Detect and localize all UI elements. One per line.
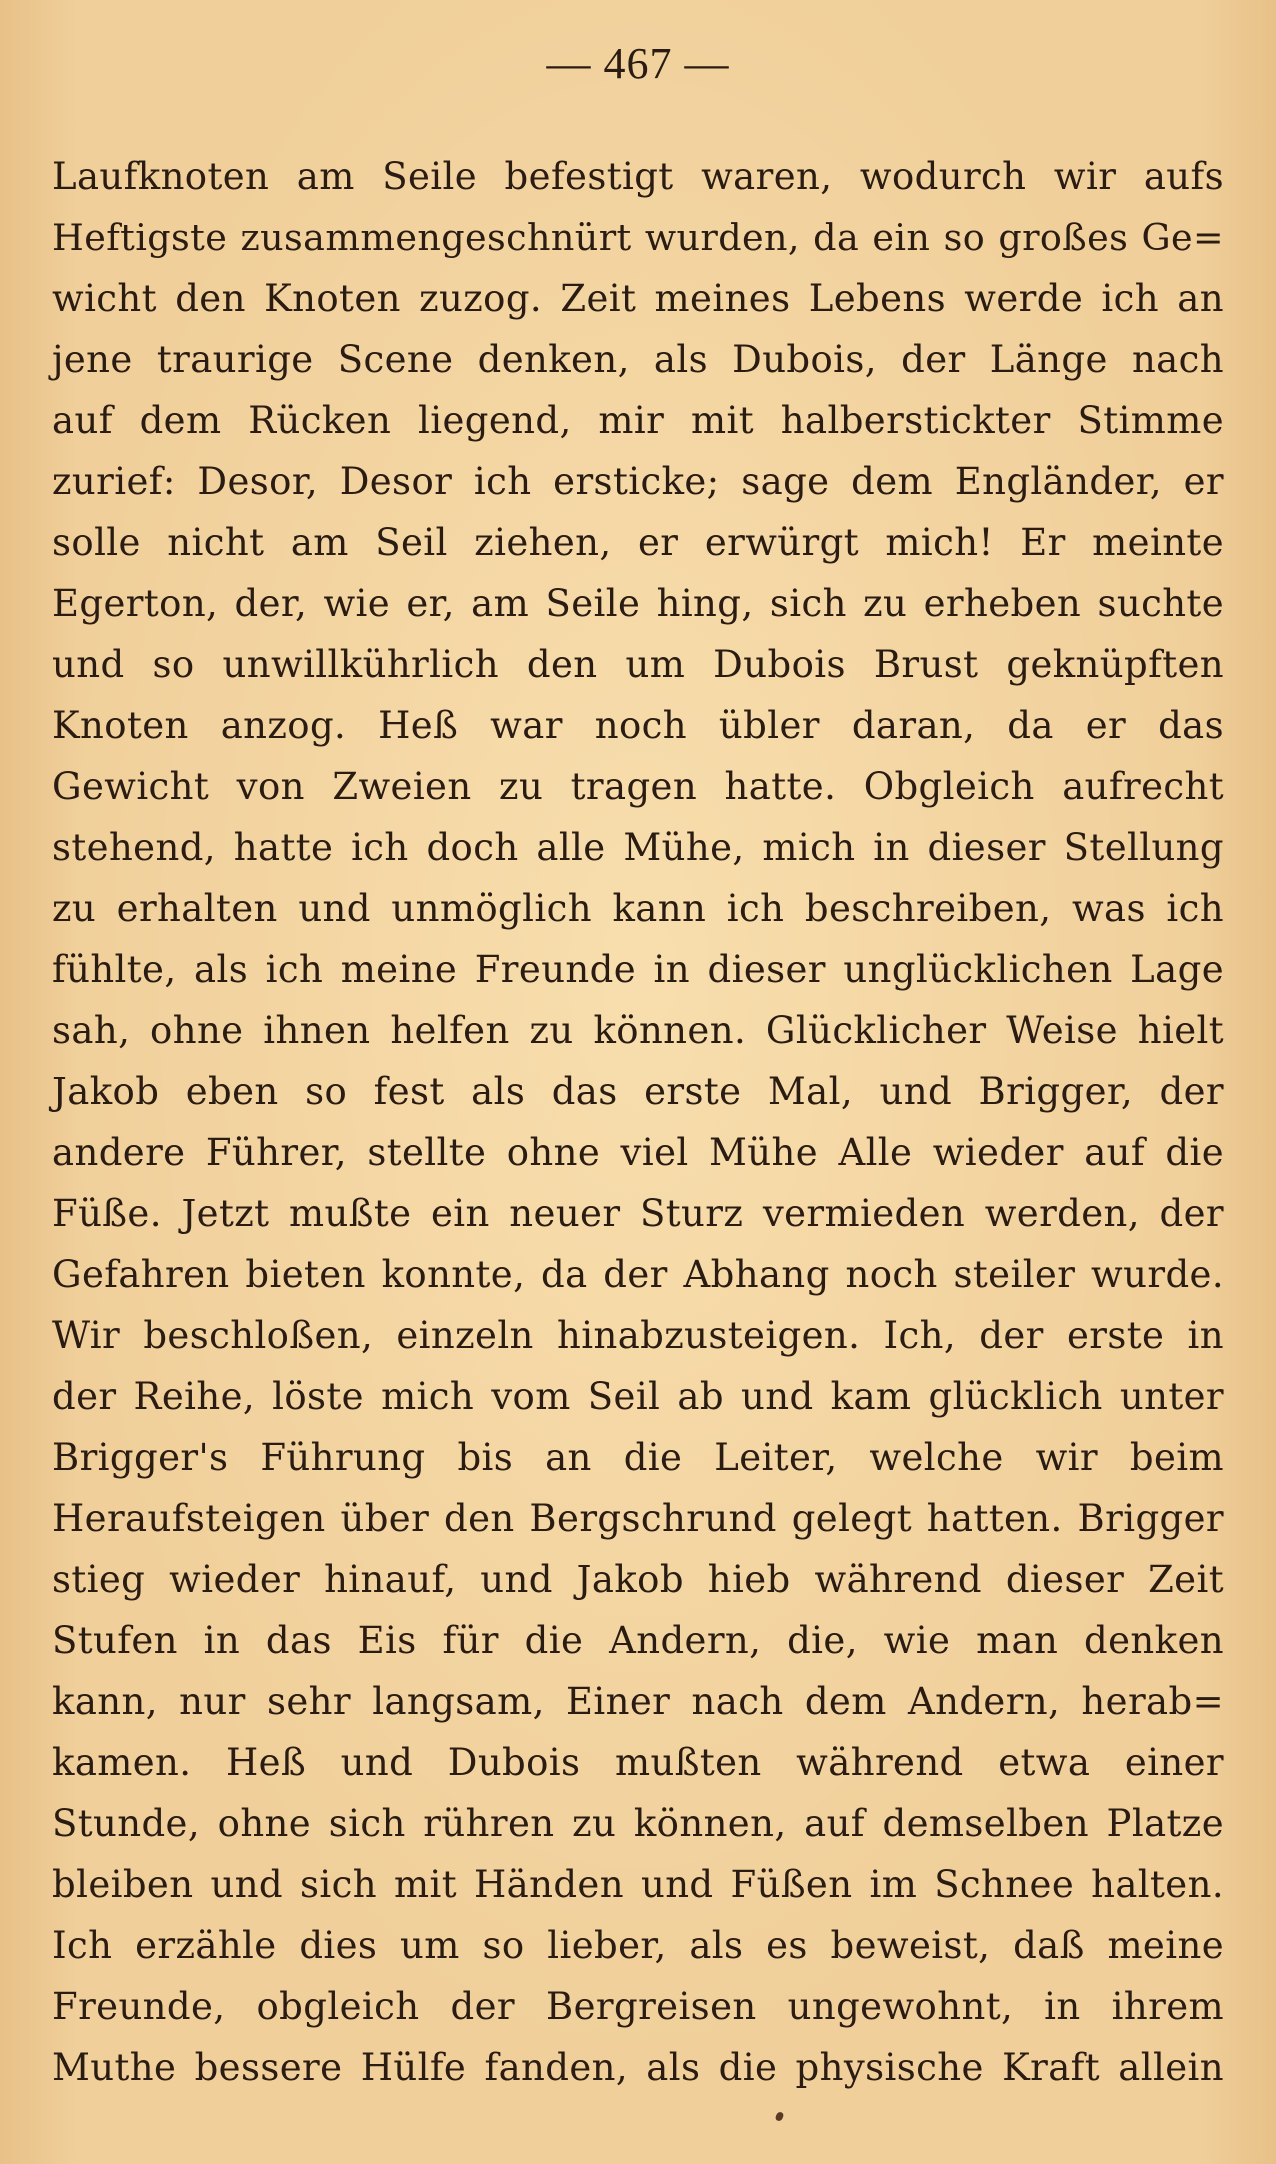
text-line: Ich erzähle dies um so lieber, als es beweist, daß meine — [52, 1924, 1224, 1967]
text-line: Muthe bessere Hülfe fanden, als die physische Kraft allein — [52, 2046, 1224, 2089]
text-line: Heraufsteigen über den Bergschrund gelegt hatten. Brigger — [52, 1497, 1224, 1540]
text-line: Gewicht von Zweien zu tragen hatte. Obgleich aufrecht — [52, 765, 1224, 808]
text-line: Brigger's Führung bis an die Leiter, welche wir beim — [52, 1436, 1224, 1479]
text-line: Egerton, der, wie er, am Seile hing, sich zu erheben suchte — [52, 582, 1224, 625]
body-text — [52, 146, 1224, 2098]
text-line: sah, ohne ihnen helfen zu können. Glücklicher Weise hielt — [52, 1009, 1224, 1052]
text-line: andere Führer, stellte ohne viel Mühe Alle wieder auf die — [52, 1131, 1224, 1174]
text-line: bleiben und sich mit Händen und Füßen im Schnee halten. — [52, 1863, 1224, 1906]
text-line: stieg wieder hinauf, und Jakob hieb während dieser Zeit — [52, 1558, 1224, 1601]
page-number: — 467 — — [546, 39, 730, 88]
text-line: wicht den Knoten zuzog. Zeit meines Lebens werde ich an — [52, 277, 1224, 320]
text-line: auf dem Rücken liegend, mir mit halberstickter Stimme — [52, 399, 1224, 442]
text-line: Stunde, ohne sich rühren zu können, auf demselben Platze — [52, 1802, 1224, 1845]
text-line: und so unwillkührlich den um Dubois Brust geknüpften — [52, 643, 1224, 686]
text-line: Laufknoten am Seile befestigt waren, wodurch wir aufs — [52, 155, 1224, 198]
text-line: zu erhalten und unmöglich kann ich beschreiben, was ich — [52, 887, 1224, 930]
text-line: Heftigste zusammengeschnürt wurden, da ein so großes Ge= — [52, 216, 1224, 259]
text-line: der Reihe, löste mich vom Seil ab und kam glücklich unter — [52, 1375, 1224, 1418]
text-line: stehend, hatte ich doch alle Mühe, mich in dieser Stellung — [52, 826, 1224, 869]
text-line: kann, nur sehr langsam, Einer nach dem Andern, herab= — [52, 1680, 1224, 1723]
text-line: Freunde, obgleich der Bergreisen ungewohnt, in ihrem — [52, 1985, 1224, 2028]
text-line: kamen. Heß und Dubois mußten während etwa einer — [52, 1741, 1224, 1784]
text-line: Füße. Jetzt mußte ein neuer Sturz vermieden werden, der — [52, 1192, 1224, 1235]
text-line: Stufen in das Eis für die Andern, die, wie man denken — [52, 1619, 1224, 1662]
text-line: jene traurige Scene denken, als Dubois, der Länge nach — [52, 338, 1224, 381]
text-line: Jakob eben so fest als das erste Mal, und Brigger, der — [52, 1070, 1224, 1113]
text-line: zurief: Desor, Desor ich ersticke; sage dem Engländer, er — [52, 460, 1224, 503]
text-line: Knoten anzog. Heß war noch übler daran, da er das — [52, 704, 1224, 747]
text-line: Gefahren bieten konnte, da der Abhang noch steiler wurde. — [52, 1253, 1224, 1296]
text-line: solle nicht am Seil ziehen, er erwürgt mich! Er meinte — [52, 521, 1224, 564]
ink-speck — [775, 2111, 785, 2122]
text-line: Wir beschloßen, einzeln hinabzusteigen. Ich, der erste in — [52, 1314, 1224, 1357]
text-line: fühlte, als ich meine Freunde in dieser unglücklichen Lage — [52, 948, 1224, 991]
